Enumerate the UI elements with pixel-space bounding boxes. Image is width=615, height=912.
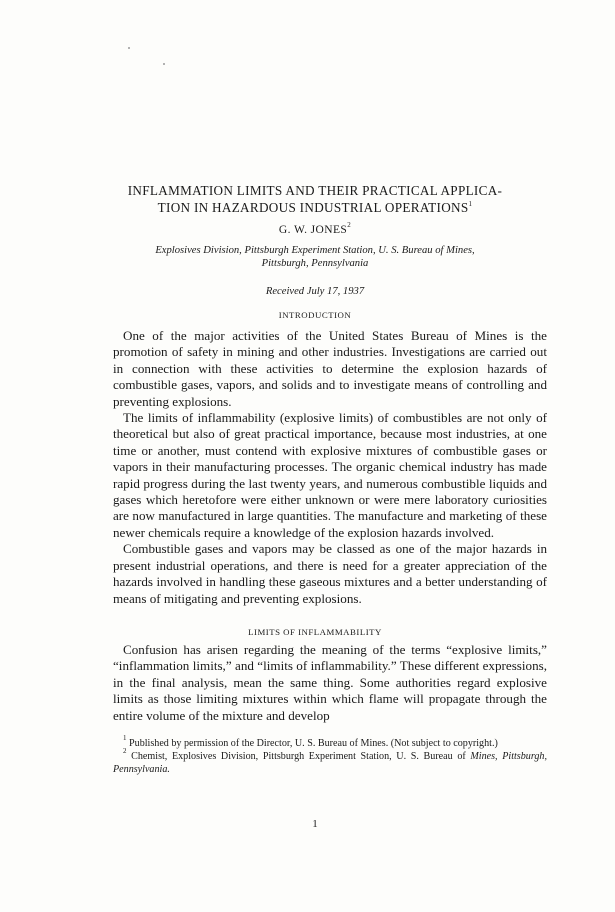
paragraph: Confusion has arisen regarding the meaning of the terms “explosive limits,” “inflammation limits,” and “limits of inflammability.” These different expressions, in the final analysis, mean the same thing. Some authorities regard explosive limits as those limiting mixtures within which flame will propagate through the entire volume of the mixture and develop [113, 642, 547, 723]
footnote-marker: 2 [123, 747, 127, 755]
section-heading-limits: LIMITS OF INFLAMMABILITY [248, 627, 382, 637]
footnote-text: Published by permission of the Director, U. S. Bureau of Mines. (Not subject to copyright.) [129, 738, 498, 749]
title-line-1: INFLAMMATION LIMITS AND THEIR PRACTICAL APPLICA- [127, 183, 503, 198]
received-date: Received July 17, 1937 [265, 286, 365, 297]
section-introduction-body [113, 328, 547, 607]
title-footnote-marker: 1 [468, 200, 473, 208]
footnotes [113, 734, 547, 776]
author-affiliation [110, 244, 520, 270]
scan-speck [128, 47, 130, 49]
article-title [100, 182, 530, 216]
footnote-marker: 1 [123, 734, 127, 742]
section-limits-body [113, 642, 547, 724]
footnote-italic-text: Mines, Pittsburgh, Pennsylvania. [113, 751, 547, 775]
paragraph: One of the major activities of the United States Bureau of Mines is the promotion of safety in mining and other industries. Investigations are carried out in connection with these activities to determine the explosion hazards of combustible gases, vapors, and solids and to investigate means of controlling and preventing explosions. [113, 328, 547, 409]
footnote-1 [113, 734, 547, 750]
author-name-text: G. W. JONES [278, 224, 348, 236]
footnote-text: Chemist, Explosives Division, Pittsburgh Experiment Station, U. S. Bureau of [131, 751, 471, 762]
affiliation-line-1: Explosives Division, Pittsburgh Experiment Station, U. S. Bureau of Mines, [155, 245, 475, 256]
scan-speck [163, 63, 165, 65]
paragraph: Combustible gases and vapors may be classed as one of the major hazards in present industrial operations, and there is need for a greater appreciation of the hazards involved in handling these gaseous mixtures and a better understanding of means of mitigating and preventing explosions. [113, 541, 547, 606]
title-line-2: TION IN HAZARDOUS INDUSTRIAL OPERATIONS [157, 200, 469, 215]
section-heading-introduction: INTRODUCTION [278, 310, 352, 320]
author-name [100, 221, 530, 236]
footnote-2 [113, 747, 547, 776]
paragraph: The limits of inflammability (explosive limits) of combustibles are not only of theoretical but also of great practical importance, because most industries, at one time or another, must contend with explosive mixtures of combustible gases or vapors in their manufacturing processes. The organic chemical industry has made rapid progress during the last twenty years, and numerous combustible liquids and gases which heretofore were either unknown or were mere laboratory curiosities are now manufactured in large quantities. The manufacture and marketing of these newer chemicals require a knowledge of the explosion hazards involved. [113, 410, 547, 540]
author-footnote-marker: 2 [347, 221, 352, 229]
affiliation-line-2: Pittsburgh, Pennsylvania [261, 258, 369, 269]
page-number: 1 [312, 818, 318, 830]
